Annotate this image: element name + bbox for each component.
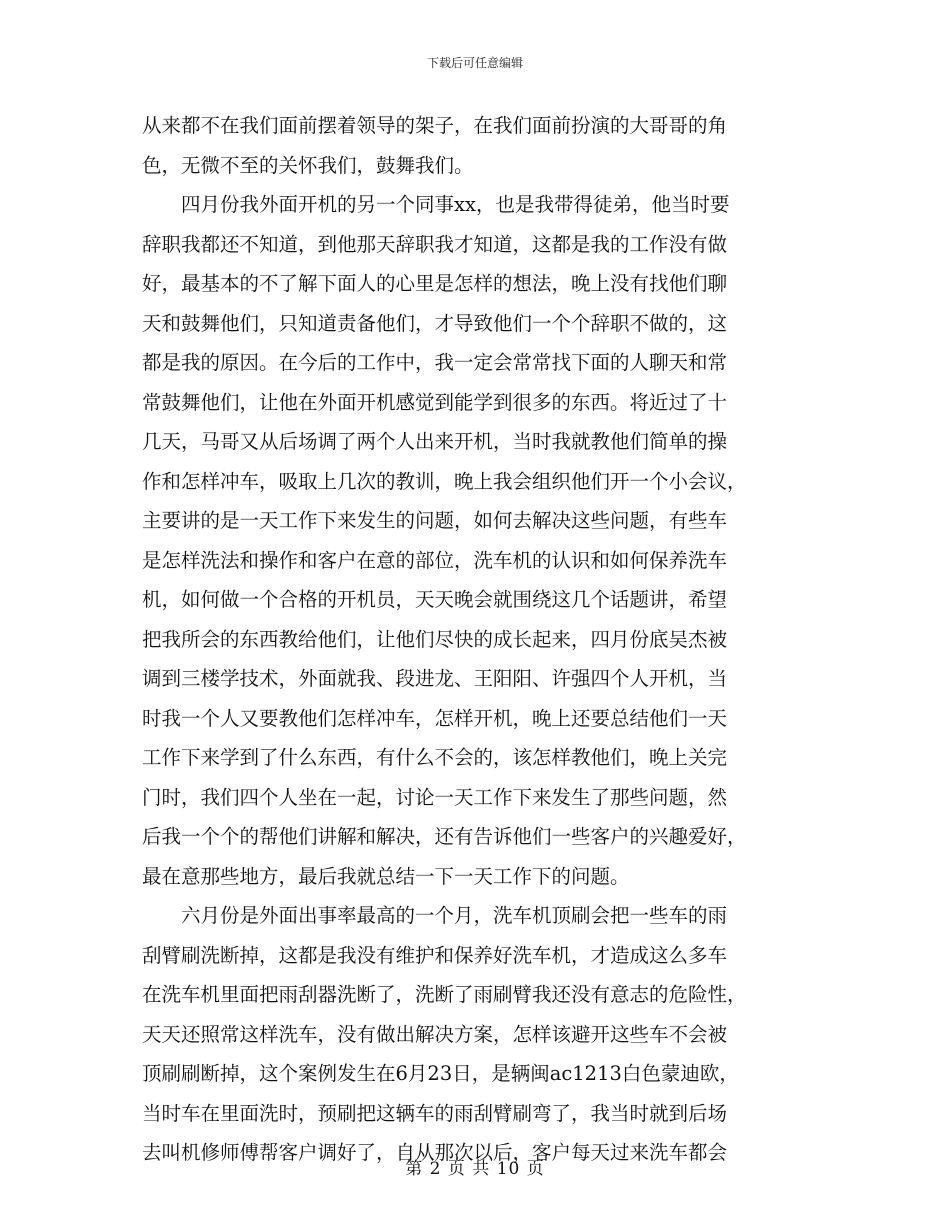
text-line: 顶刷刷断掉，这个案例发生在6月23日，是辆闽ac1213白色蒙迪欧， — [142, 1062, 739, 1085]
document-body — [142, 106, 808, 1173]
text-line: 四月份我外面开机的另一个同事xx，也是我带得徒弟，他当时要 — [142, 193, 730, 216]
page-number-footer: 第 2 页 共 10 页 — [405, 1159, 545, 1179]
text-line: 天和鼓舞他们，只知道责备他们，才导致他们一个个辞职不做的，这 — [142, 311, 728, 335]
text-line: 都是我的原因。在今后的工作中，我一定会常常找下面的人聊天和常 — [142, 351, 728, 374]
text-line: 调到三楼学技术，外面就我、段进龙、王阳阳、许强四个人开机，当 — [142, 667, 728, 690]
text-line: 是怎样洗法和操作和客户在意的部位，洗车机的认识和如何保养洗车 — [142, 548, 728, 572]
text-line: 六月份是外面出事率最高的一个月，洗车机顶刷会把一些车的雨 — [142, 904, 728, 927]
text-line: 机，如何做一个合格的开机员，天天晚会就围绕这几个话题讲，希望 — [142, 588, 728, 611]
text-line: 时我一个人又要教他们怎样冲车，怎样开机，晚上还要总结他们一天 — [142, 706, 728, 730]
page-header-note: 下载后可任意编辑 — [426, 56, 523, 70]
text-line: 在洗车机里面把雨刮器洗断了，洗断了雨刷臂我还没有意志的危险性， — [142, 983, 747, 1006]
text-line: 常鼓舞他们，让他在外面开机感觉到能学到很多的东西。将近过了十 — [142, 390, 728, 414]
text-line: 好，最基本的不了解下面人的心里是怎样的想法，晚上没有找他们聊 — [142, 272, 728, 295]
text-line: 作和怎样冲车，吸取上几次的教训，晚上我会组织他们开一个小会议， — [142, 469, 747, 493]
text-line: 最在意那些地方，最后我就总结一下一天工作下的问题。 — [142, 864, 630, 888]
text-line: 刮臂刷洗断掉，这都是我没有维护和保养好洗车机，才造成这么多车 — [142, 943, 728, 967]
text-line: 色，无微不至的关怀我们，鼓舞我们。 — [142, 153, 474, 177]
text-line: 几天，马哥又从后场调了两个人出来开机，当时我就教他们简单的操 — [142, 430, 728, 453]
text-line: 从来都不在我们面前摆着领导的架子，在我们面前扮演的大哥哥的角 — [142, 114, 728, 137]
text-line: 去叫机修师傅帮客户调好了，自从那次以后，客户每天过来洗车都会 — [142, 1141, 728, 1164]
text-line: 天天还照常这样洗车，没有做出解决方案，怎样该避开这些车不会被 — [142, 1022, 728, 1046]
text-line: 主要讲的是一天工作下来发生的问题，如何去解决这些问题，有些车 — [142, 509, 728, 532]
text-line: 工作下来学到了什么东西，有什么不会的，该怎样教他们，晚上关完 — [142, 746, 728, 769]
text-line: 辞职我都还不知道，到他那天辞职我才知道，这都是我的工作没有做 — [142, 232, 728, 256]
text-line: 门时，我们四个人坐在一起，讨论一天工作下来发生了那些问题，然 — [142, 785, 728, 809]
text-line: 把我所会的东西教给他们，让他们尽快的成长起来，四月份底吴杰被 — [142, 627, 728, 651]
text-line: 后我一个个的帮他们讲解和解决，还有告诉他们一些客户的兴趣爱好， — [142, 825, 747, 848]
text-line: 当时车在里面洗时，预刷把这辆车的雨刮臂刷弯了，我当时就到后场 — [142, 1101, 728, 1125]
